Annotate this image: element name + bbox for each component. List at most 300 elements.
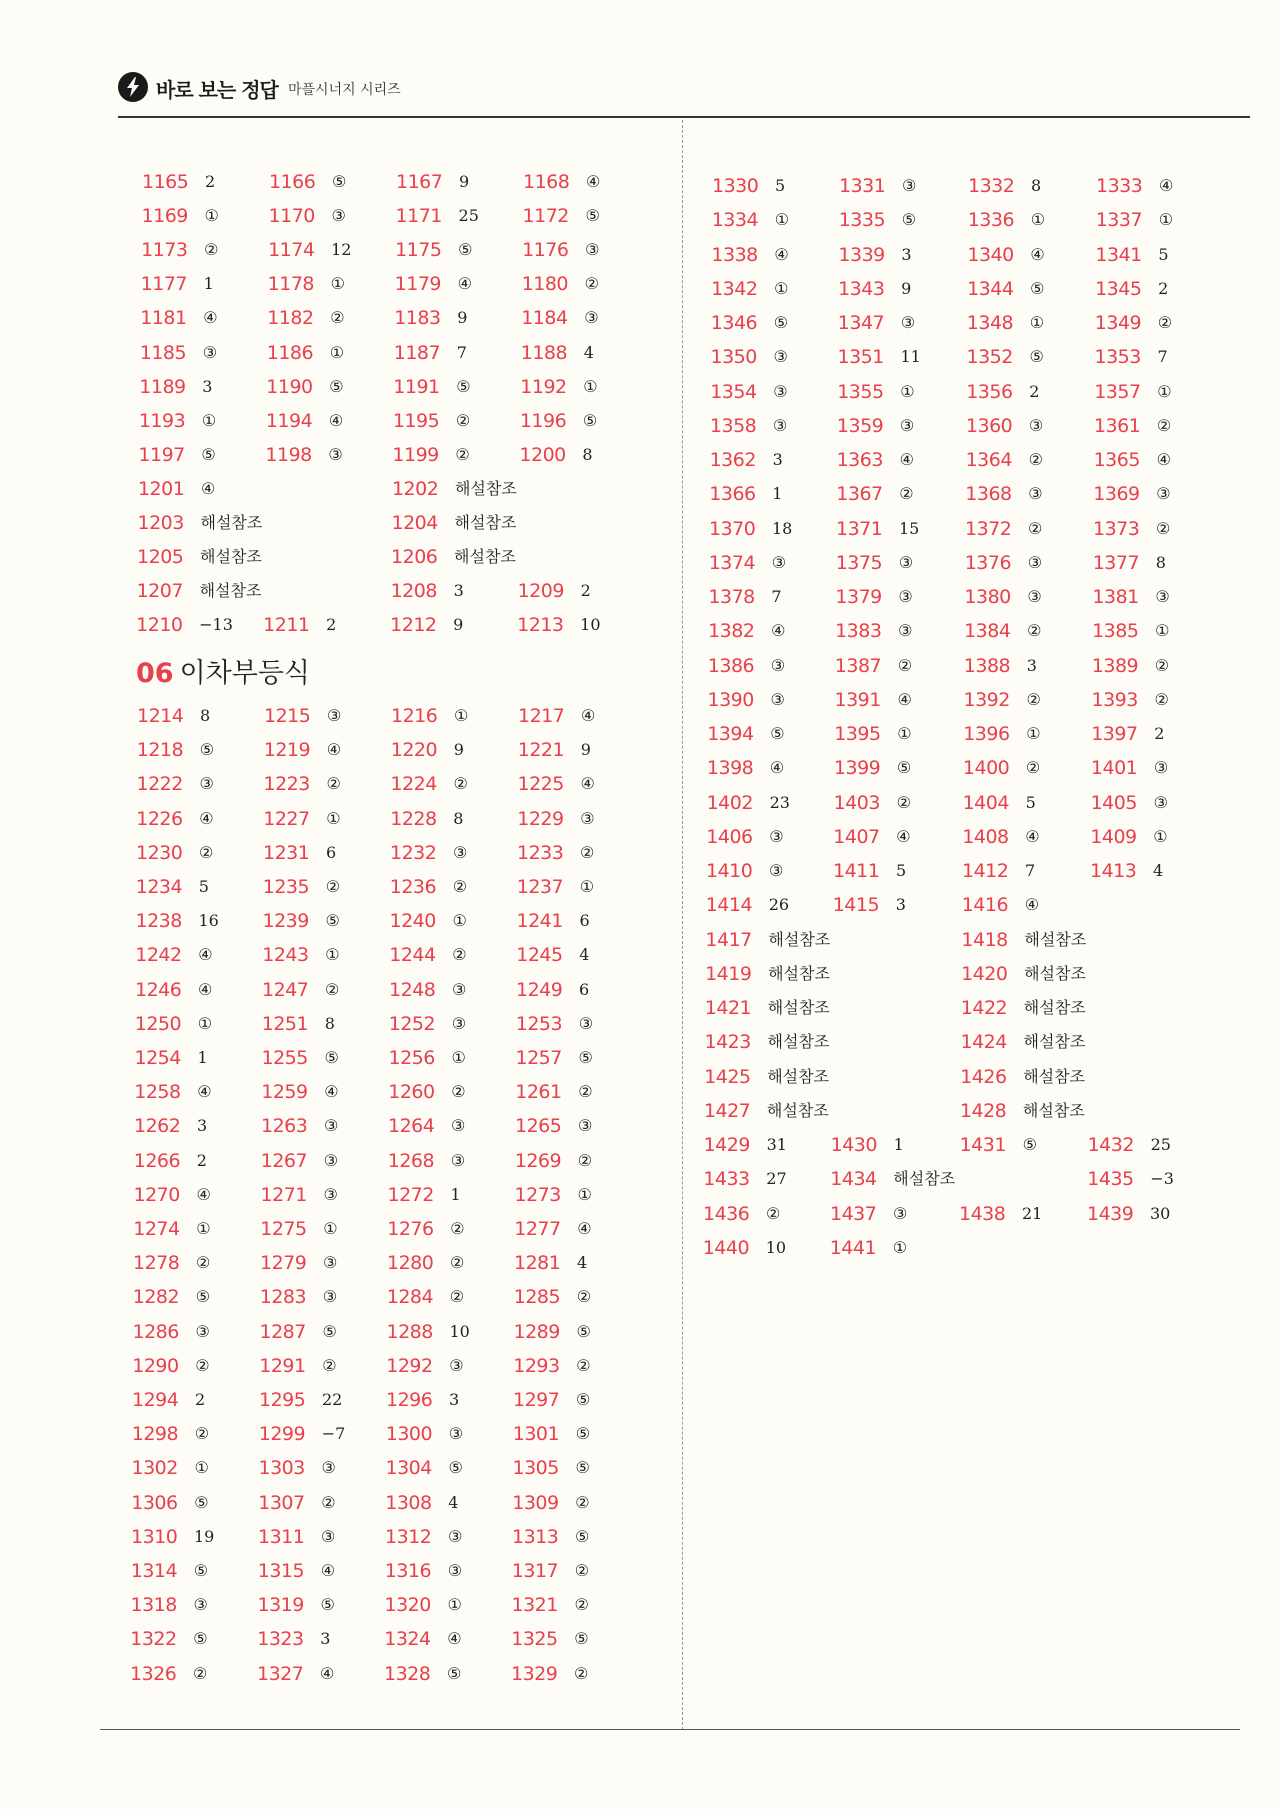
problem-number: 1293 bbox=[513, 1354, 560, 1377]
problem-number: 1434 bbox=[830, 1168, 877, 1191]
answer-value: ⑤ bbox=[195, 1287, 211, 1307]
answer-value: 10 bbox=[449, 1321, 470, 1341]
answer-value: ⑤ bbox=[582, 410, 598, 430]
problem-number: 1344 bbox=[967, 277, 1014, 300]
problem-number: 1173 bbox=[141, 239, 188, 262]
answer-value: ③ bbox=[202, 342, 218, 362]
answer-value: ③ bbox=[898, 621, 913, 641]
answer-value: −13 bbox=[199, 615, 233, 635]
answer-value: 4 bbox=[583, 342, 594, 362]
answer-value: ② bbox=[452, 945, 467, 965]
answer-value: 3 bbox=[202, 376, 213, 396]
problem-number: 1237 bbox=[516, 876, 564, 898]
answer-value: 8 bbox=[582, 444, 593, 464]
answer-value: ① bbox=[452, 911, 467, 931]
problem-number: 1435 bbox=[1087, 1168, 1134, 1191]
answer-value: 해설참조 bbox=[767, 1066, 830, 1086]
answer-value: 12 bbox=[331, 240, 352, 260]
answer-value: ③ bbox=[323, 1150, 339, 1170]
problem-number: 1200 bbox=[519, 443, 566, 466]
problem-number: 1409 bbox=[1090, 825, 1137, 848]
problem-number: 1304 bbox=[385, 1457, 432, 1480]
problem-number: 1261 bbox=[515, 1081, 562, 1104]
problem-number: 1364 bbox=[965, 449, 1012, 471]
problem-number: 1278 bbox=[133, 1252, 180, 1275]
answer-value: ⑤ bbox=[193, 1629, 208, 1649]
problem-number: 1230 bbox=[136, 841, 183, 864]
problem-number: 1335 bbox=[838, 209, 886, 232]
problem-number: 1372 bbox=[965, 517, 1012, 540]
answer-value: ① bbox=[325, 945, 340, 965]
problem-number: 1348 bbox=[966, 312, 1014, 334]
answer-value: 2 bbox=[1029, 381, 1040, 401]
problem-number: 1232 bbox=[390, 841, 437, 864]
problem-number: 1316 bbox=[384, 1560, 432, 1582]
problem-number: 1260 bbox=[388, 1081, 435, 1104]
answer-value: ③ bbox=[1155, 587, 1170, 606]
answer-value: 해설참조 bbox=[768, 963, 830, 983]
problem-number: 1419 bbox=[705, 962, 752, 985]
problem-number: 1320 bbox=[384, 1594, 431, 1617]
problem-number: 1201 bbox=[137, 477, 185, 500]
problem-number: 1239 bbox=[262, 910, 309, 933]
problem-number: 1375 bbox=[835, 551, 883, 574]
problem-number: 1309 bbox=[512, 1491, 559, 1514]
answer-value: ⑤ bbox=[329, 376, 344, 396]
answer-value: ⑤ bbox=[320, 1595, 335, 1615]
answer-value: 2 bbox=[326, 615, 337, 635]
problem-number: 1415 bbox=[832, 894, 880, 917]
answer-value: 25 bbox=[1150, 1135, 1171, 1154]
problem-number: 1290 bbox=[132, 1354, 179, 1377]
answer-value: 9 bbox=[459, 172, 470, 191]
problem-number: 1379 bbox=[835, 586, 882, 608]
problem-number: 1297 bbox=[513, 1389, 560, 1411]
answer-value: 7 bbox=[1157, 347, 1168, 367]
problem-number: 1166 bbox=[269, 171, 316, 193]
answer-value: ④ bbox=[198, 945, 213, 965]
problem-number: 1170 bbox=[268, 205, 315, 228]
answer-value: 8 bbox=[1155, 552, 1166, 572]
problem-number: 1217 bbox=[518, 705, 565, 727]
problem-number: 1171 bbox=[395, 205, 442, 228]
answer-value: ② bbox=[1156, 415, 1172, 435]
answer-value: 31 bbox=[766, 1135, 787, 1154]
problem-number: 1308 bbox=[385, 1491, 432, 1514]
problem-number: 1179 bbox=[394, 273, 441, 296]
answer-value: ② bbox=[204, 240, 219, 260]
answer-value: ⑤ bbox=[448, 1458, 463, 1478]
answer-value: 9 bbox=[901, 278, 912, 298]
problem-number: 1266 bbox=[133, 1149, 181, 1172]
answer-value: ④ bbox=[199, 808, 214, 828]
answer-value: ⑤ bbox=[324, 1048, 339, 1067]
problem-number: 1385 bbox=[1092, 620, 1139, 643]
answer-value: 27 bbox=[766, 1169, 787, 1189]
problem-number: 1272 bbox=[387, 1183, 434, 1206]
answer-value: 해설참조 bbox=[1023, 998, 1086, 1017]
problem-number: 1383 bbox=[835, 620, 882, 643]
answer-value: 10 bbox=[765, 1237, 787, 1257]
problem-number: 1209 bbox=[517, 580, 564, 603]
answer-value: 7 bbox=[1025, 861, 1036, 880]
answer-value: ⑤ bbox=[332, 172, 347, 191]
problem-number: 1359 bbox=[836, 414, 884, 437]
answer-value: ② bbox=[194, 1424, 210, 1444]
answer-value: ② bbox=[452, 877, 468, 896]
answer-value: ⑤ bbox=[773, 313, 789, 332]
answer-value: ④ bbox=[328, 410, 344, 430]
problem-number: 1256 bbox=[388, 1047, 435, 1069]
problem-number: 1325 bbox=[511, 1628, 558, 1651]
problem-number: 1300 bbox=[385, 1423, 433, 1446]
answer-value: ② bbox=[580, 842, 595, 862]
problem-number: 1380 bbox=[964, 586, 1011, 608]
problem-number: 1270 bbox=[133, 1183, 180, 1206]
problem-number: 1227 bbox=[263, 807, 310, 830]
problem-number: 1199 bbox=[392, 443, 439, 466]
problem-number: 1240 bbox=[389, 910, 436, 933]
problem-number: 1298 bbox=[131, 1423, 179, 1446]
answer-value: 4 bbox=[1153, 861, 1164, 880]
answer-value: ⑤ bbox=[325, 911, 340, 931]
problem-number: 1168 bbox=[523, 171, 570, 193]
problem-number: 1238 bbox=[135, 910, 182, 933]
problem-number: 1210 bbox=[136, 614, 183, 637]
problem-number: 1368 bbox=[965, 483, 1012, 506]
answer-value: 2 bbox=[205, 172, 216, 191]
problem-number: 1439 bbox=[1087, 1202, 1134, 1225]
problem-number: 1346 bbox=[710, 312, 758, 334]
problem-number: 1215 bbox=[264, 705, 311, 727]
answer-value: 16 bbox=[198, 911, 219, 931]
answer-value: 9 bbox=[457, 308, 468, 328]
problem-number: 1366 bbox=[709, 483, 756, 506]
problem-number: 1418 bbox=[961, 928, 1008, 951]
problem-number: 1246 bbox=[135, 978, 182, 1001]
problem-number: 1242 bbox=[135, 944, 182, 967]
problem-number: 1229 bbox=[517, 807, 564, 830]
problem-number: 1288 bbox=[386, 1320, 433, 1343]
answer-value: ① bbox=[900, 381, 915, 401]
answer-value: ③ bbox=[327, 706, 342, 725]
answer-value: 25 bbox=[458, 206, 479, 226]
problem-number: 1358 bbox=[709, 414, 757, 437]
problem-number: 1258 bbox=[134, 1081, 181, 1104]
answer-value: ③ bbox=[1156, 484, 1171, 504]
problem-number: 1353 bbox=[1094, 346, 1141, 369]
answer-value: 해설참조 bbox=[1024, 929, 1087, 949]
answer-value: ④ bbox=[200, 478, 216, 498]
answer-value: ⑤ bbox=[194, 1492, 209, 1512]
problem-number: 1284 bbox=[386, 1286, 434, 1309]
problem-number: 1249 bbox=[516, 978, 563, 1001]
answer-value: ④ bbox=[198, 979, 213, 999]
problem-number: 1180 bbox=[521, 273, 568, 296]
answer-value: ③ bbox=[453, 842, 468, 862]
answer-value: ⑤ bbox=[578, 1048, 593, 1067]
answer-value: ④ bbox=[581, 706, 596, 725]
problem-number: 1204 bbox=[391, 512, 438, 534]
problem-number: 1275 bbox=[260, 1218, 307, 1240]
answer-value: ① bbox=[323, 1219, 338, 1238]
problem-number: 1189 bbox=[139, 375, 186, 398]
problem-number: 1283 bbox=[259, 1286, 307, 1309]
answer-value: 2 bbox=[1154, 724, 1165, 743]
problem-number: 1165 bbox=[142, 171, 189, 193]
answer-value: 5 bbox=[775, 176, 786, 195]
problem-number: 1262 bbox=[134, 1115, 181, 1138]
problem-number: 1388 bbox=[963, 654, 1011, 677]
answer-value: ③ bbox=[199, 774, 214, 794]
problem-number: 1356 bbox=[966, 380, 1013, 403]
problem-number: 1302 bbox=[131, 1457, 178, 1480]
answer-value: ④ bbox=[1024, 895, 1040, 915]
answer-value: ⑤ bbox=[456, 376, 471, 396]
answer-value: ④ bbox=[326, 740, 342, 760]
problem-number: 1328 bbox=[384, 1662, 431, 1685]
answer-value: 1 bbox=[450, 1184, 461, 1204]
answer-value: 2 bbox=[1158, 278, 1169, 298]
answer-value: 3 bbox=[1026, 655, 1037, 675]
problem-number: 1321 bbox=[511, 1594, 558, 1617]
answer-value: 해설참조 bbox=[1024, 963, 1086, 983]
problem-number: 1332 bbox=[968, 175, 1015, 197]
problem-number: 1169 bbox=[141, 205, 188, 228]
answer-value: 해설참조 bbox=[454, 547, 516, 567]
answer-value: ⑤ bbox=[576, 1321, 591, 1341]
problem-number: 1202 bbox=[391, 477, 439, 500]
problem-number: 1354 bbox=[710, 380, 757, 403]
problem-number: 1225 bbox=[517, 773, 564, 796]
answer-value: ③ bbox=[1028, 484, 1043, 504]
problem-number: 1259 bbox=[261, 1081, 308, 1104]
problem-number: 1296 bbox=[386, 1389, 433, 1411]
answer-value: ③ bbox=[321, 1526, 336, 1546]
problem-number: 1357 bbox=[1094, 380, 1141, 403]
answer-value: ② bbox=[455, 410, 471, 430]
answer-value: ② bbox=[899, 484, 914, 504]
answer-value: ⑤ bbox=[896, 758, 912, 778]
problem-number: 1231 bbox=[263, 841, 310, 864]
answer-value: ③ bbox=[452, 979, 467, 999]
answer-value: ③ bbox=[1027, 587, 1042, 606]
problem-number: 1279 bbox=[260, 1252, 307, 1275]
problem-number: 1221 bbox=[517, 739, 565, 762]
problem-number: 1236 bbox=[389, 876, 437, 898]
problem-number: 1268 bbox=[387, 1149, 435, 1172]
answer-value: ② bbox=[574, 1561, 590, 1580]
answer-value: ② bbox=[1025, 758, 1041, 778]
problem-number: 1263 bbox=[261, 1115, 308, 1138]
problem-number: 1247 bbox=[262, 978, 309, 1001]
answer-value: ② bbox=[1028, 518, 1043, 538]
problem-number: 1389 bbox=[1091, 654, 1139, 677]
answer-value: 5 bbox=[198, 877, 209, 896]
problem-number: 1264 bbox=[388, 1115, 435, 1138]
answer-value: ③ bbox=[321, 1458, 336, 1478]
answer-value: ④ bbox=[196, 1184, 211, 1204]
problem-number: 1341 bbox=[1095, 243, 1142, 266]
answer-value: ④ bbox=[586, 172, 601, 191]
problem-number: 1333 bbox=[1096, 175, 1143, 197]
answer-value: ④ bbox=[1030, 244, 1045, 264]
problem-number: 1235 bbox=[262, 876, 310, 898]
problem-number: 1390 bbox=[707, 688, 754, 711]
answer-value: 10 bbox=[580, 615, 601, 635]
answer-value: ② bbox=[577, 1150, 593, 1170]
answer-value: ① bbox=[454, 706, 469, 725]
problem-number: 1413 bbox=[1090, 860, 1137, 882]
problem-number: 1411 bbox=[833, 860, 880, 882]
answer-value: ③ bbox=[584, 308, 599, 328]
problem-number: 1369 bbox=[1093, 483, 1140, 506]
problem-number: 1340 bbox=[967, 243, 1014, 266]
problem-number: 1318 bbox=[130, 1594, 177, 1617]
problem-number: 1405 bbox=[1090, 791, 1137, 814]
problem-number: 1425 bbox=[704, 1065, 751, 1088]
lightning-icon bbox=[118, 72, 148, 102]
problem-number: 1178 bbox=[267, 273, 314, 296]
problem-number: 1343 bbox=[838, 277, 885, 300]
problem-number: 1224 bbox=[390, 773, 437, 796]
problem-number: 1181 bbox=[140, 307, 187, 330]
problem-number: 1392 bbox=[963, 688, 1010, 711]
answer-value: 5 bbox=[1158, 244, 1169, 264]
problem-number: 1386 bbox=[707, 654, 755, 677]
answer-value: ① bbox=[892, 1237, 908, 1257]
problem-number: 1185 bbox=[139, 341, 187, 364]
answer-value: 해설참조 bbox=[1023, 1032, 1086, 1052]
answer-value: ③ bbox=[450, 1150, 466, 1170]
answer-value: ③ bbox=[1028, 415, 1044, 435]
problem-number: 1339 bbox=[838, 243, 885, 266]
answer-value: ④ bbox=[457, 274, 472, 294]
problem-number: 1422 bbox=[960, 997, 1008, 1019]
section-title: 이차부등식 bbox=[179, 658, 310, 689]
answer-value: ② bbox=[1154, 655, 1170, 675]
answer-value: ② bbox=[322, 1355, 337, 1375]
problem-number: 1412 bbox=[962, 860, 1009, 882]
problem-number: 1387 bbox=[834, 654, 882, 677]
answer-value: 3 bbox=[320, 1629, 331, 1649]
problem-number: 1367 bbox=[836, 483, 883, 506]
answer-value: ⑤ bbox=[201, 444, 216, 464]
answer-value: ① bbox=[447, 1595, 462, 1615]
problem-number: 1401 bbox=[1090, 757, 1138, 780]
answer-value: ③ bbox=[900, 313, 916, 332]
answer-value: ② bbox=[1156, 518, 1171, 538]
answer-value: −3 bbox=[1150, 1169, 1174, 1189]
answer-value: ④ bbox=[324, 1082, 339, 1102]
answer-value: ④ bbox=[769, 758, 785, 778]
problem-number: 1421 bbox=[704, 997, 752, 1019]
answer-value: ③ bbox=[322, 1287, 338, 1307]
answer-value: ② bbox=[575, 1492, 590, 1512]
problem-number: 1280 bbox=[387, 1252, 434, 1275]
problem-number: 1205 bbox=[137, 546, 184, 569]
footer-rule bbox=[100, 1729, 1240, 1730]
answer-value: 해설참조 bbox=[893, 1169, 956, 1189]
problem-number: 1362 bbox=[709, 449, 756, 471]
problem-number: 1172 bbox=[522, 205, 569, 228]
problem-number: 1197 bbox=[138, 443, 185, 466]
answer-value: ② bbox=[584, 274, 599, 294]
answer-value: ③ bbox=[323, 1184, 338, 1204]
column-divider bbox=[682, 120, 683, 1730]
answer-value: 18 bbox=[772, 518, 793, 538]
answer-value: 4 bbox=[577, 1253, 588, 1273]
answer-value: ⑤ bbox=[193, 1561, 209, 1580]
answer-value: ⑤ bbox=[770, 724, 785, 743]
answer-value: 해설참조 bbox=[199, 581, 262, 601]
answer-value: ② bbox=[193, 1663, 208, 1683]
problem-number: 1196 bbox=[519, 409, 567, 432]
answer-value: ④ bbox=[320, 1561, 336, 1580]
answer-value: ⑤ bbox=[575, 1458, 590, 1478]
problem-number: 1378 bbox=[708, 586, 755, 608]
problem-number: 1429 bbox=[703, 1134, 750, 1156]
problem-number: 1305 bbox=[512, 1457, 559, 1480]
answer-value: ④ bbox=[320, 1663, 335, 1683]
answer-value: ⑤ bbox=[199, 740, 215, 760]
answer-value: ① bbox=[1026, 724, 1041, 743]
problem-number: 1219 bbox=[263, 739, 311, 762]
problem-number: 1334 bbox=[711, 209, 759, 232]
problem-number: 1323 bbox=[257, 1628, 304, 1651]
problem-number: 1186 bbox=[266, 341, 314, 364]
answer-value: 해설참조 bbox=[454, 478, 517, 498]
problem-number: 1281 bbox=[514, 1252, 561, 1275]
answer-value: ② bbox=[321, 1492, 336, 1512]
problem-number: 1176 bbox=[522, 239, 569, 262]
answer-value: ② bbox=[195, 1355, 210, 1375]
problem-number: 1274 bbox=[133, 1218, 180, 1240]
problem-number: 1250 bbox=[134, 1012, 182, 1035]
answer-value: ③ bbox=[451, 1013, 467, 1033]
answer-value: ⑤ bbox=[574, 1629, 589, 1649]
problem-number: 1213 bbox=[517, 614, 564, 637]
problem-number: 1187 bbox=[393, 341, 441, 364]
problem-number: 1248 bbox=[389, 978, 436, 1001]
problem-number: 1432 bbox=[1087, 1134, 1134, 1156]
answer-value: ① bbox=[897, 724, 912, 743]
problem-number: 1352 bbox=[966, 346, 1013, 369]
problem-number: 1403 bbox=[833, 791, 880, 814]
answer-value: ② bbox=[450, 1219, 465, 1238]
problem-number: 1193 bbox=[138, 409, 186, 432]
answer-value: ④ bbox=[203, 308, 218, 328]
answer-value: ② bbox=[455, 444, 470, 464]
answer-value: ③ bbox=[324, 1116, 339, 1136]
problem-number: 1365 bbox=[1093, 449, 1140, 471]
problem-number: 1223 bbox=[263, 773, 310, 796]
answer-value: ③ bbox=[323, 1253, 338, 1273]
answer-value: ③ bbox=[773, 347, 788, 367]
answer-value: 6 bbox=[326, 842, 337, 862]
problem-number: 1428 bbox=[959, 1099, 1007, 1122]
problem-number: 1198 bbox=[265, 443, 312, 466]
problem-number: 1337 bbox=[1095, 209, 1143, 232]
answer-value: ① bbox=[583, 376, 598, 396]
answer-value: ③ bbox=[585, 240, 600, 260]
answer-value: 해설참조 bbox=[767, 998, 830, 1017]
answer-value: ② bbox=[450, 1253, 465, 1273]
problem-number: 1355 bbox=[837, 380, 884, 403]
problem-number: 1253 bbox=[515, 1012, 563, 1035]
answer-value: ⑤ bbox=[575, 1424, 591, 1444]
problem-number: 1395 bbox=[834, 723, 881, 745]
